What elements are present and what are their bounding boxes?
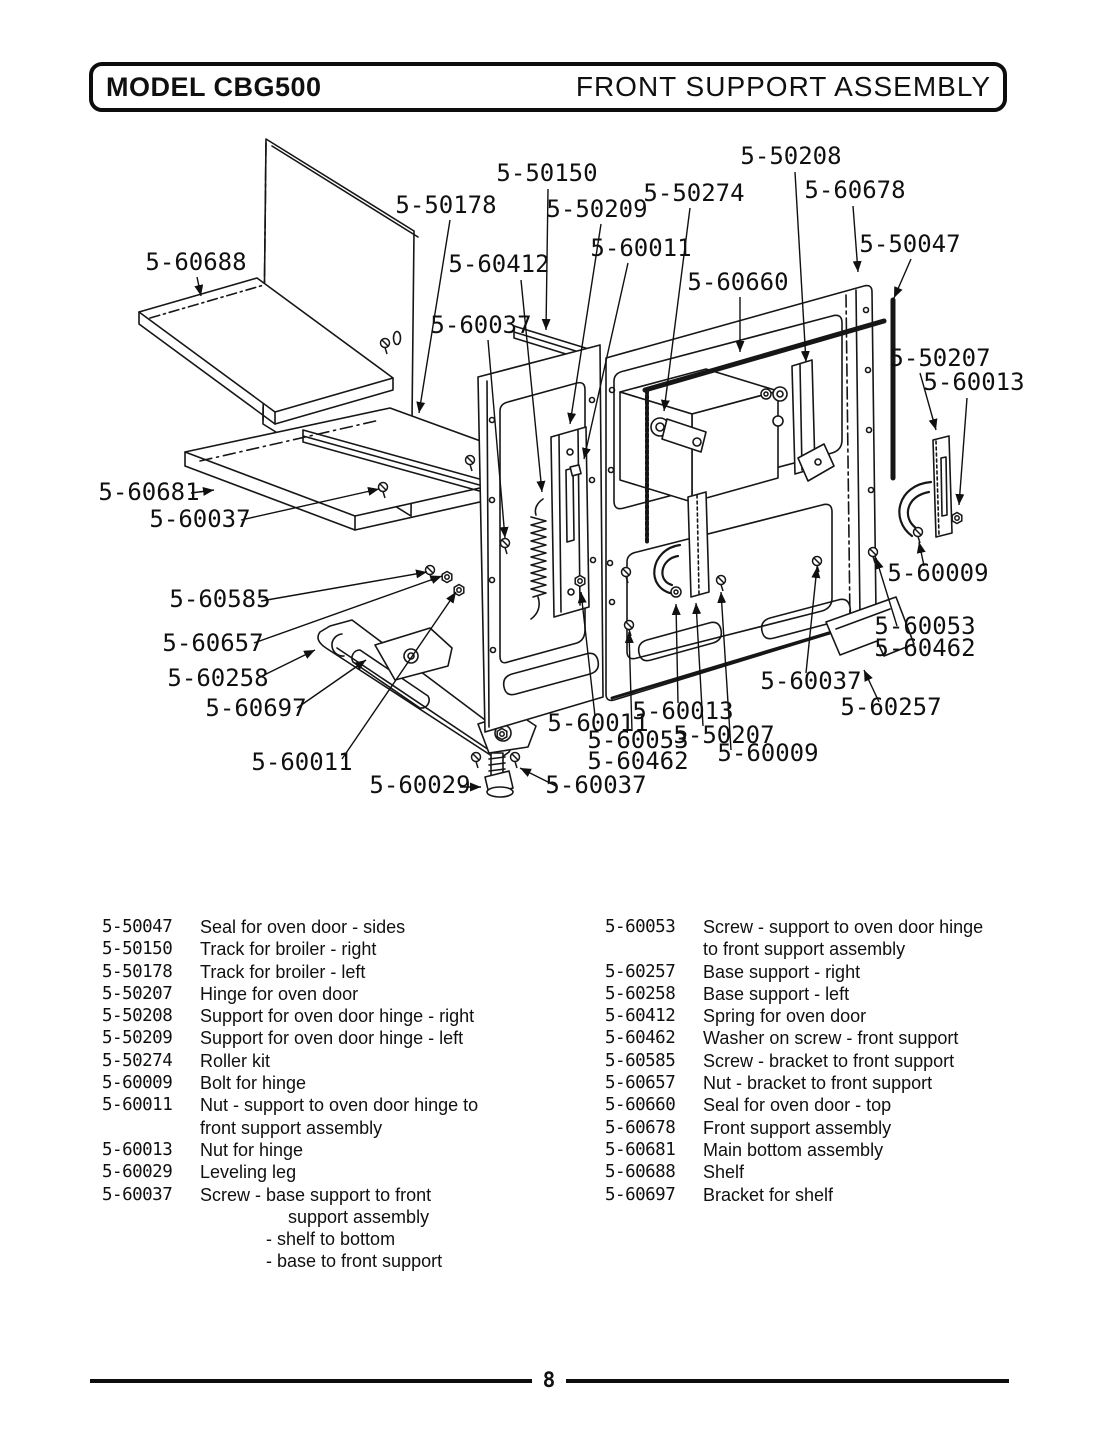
part-number-label: 5-60037 [760,667,862,695]
part-number: 5-60053 [605,917,676,937]
screw-glyph [472,753,481,769]
part-description: Nut for hinge [200,1139,304,1160]
model-label: MODEL CBG500 [106,71,322,102]
part-number: 5-60462 [605,1028,676,1049]
part-number-label: 5-60013 [923,368,1025,396]
part-number-label: 5-60053 [874,612,976,640]
part-row [605,1027,1045,1049]
screw-glyph [511,753,520,769]
part-number: 5-60585 [605,1050,676,1071]
part-description: Spring for oven door [703,1006,867,1027]
part-number: 5-60037 [102,1184,173,1205]
page-number: 8 [542,1368,556,1392]
part-row [102,1027,572,1049]
part-number-label: 5-60011 [590,234,692,262]
part-number-label: 5-50274 [643,179,745,207]
nut-glyph [454,585,464,596]
part-description: Leveling leg [200,1162,297,1183]
part-description: Seal for oven door - sides [200,917,406,937]
part-description: Nut - bracket to front support [703,1073,933,1094]
part-number-label: 5-60462 [874,634,976,662]
part-number-label: 5-60697 [205,694,307,722]
part-row [605,1072,1045,1094]
part-number-label: 5-60037 [149,505,251,533]
footer-rule-right [566,1379,1009,1383]
part-number: 5-60257 [605,961,676,982]
part-row [605,1161,1045,1183]
part-description: Support for oven door hinge - right [200,1006,475,1027]
part-number: 5-60660 [605,1095,676,1116]
part-description: Base support - right [703,961,861,982]
part-number-label: 5-60037 [430,311,532,339]
part-number: 5-60412 [605,1006,676,1027]
part-number-label: 5-60585 [169,585,271,613]
part-number: 5-60258 [605,983,676,1004]
part-number-label: 5-60009 [887,559,989,587]
washer-glyph [671,587,681,597]
part-number: 5-50208 [102,1006,173,1027]
part-description: Screw - support to oven door hinge to front support assembly [703,917,984,960]
part-number: 5-60011 [102,1095,173,1116]
part-number: 5-60697 [605,1184,676,1205]
leader-arrow [342,592,456,759]
hinge-support-left [551,427,589,617]
part-description: Roller kit [200,1050,271,1071]
nut-glyph [442,572,452,583]
part-row [605,961,1045,983]
part-number-label: 5-50207 [889,344,991,372]
part-number-label: 5-60009 [717,739,819,767]
part-row [102,961,572,983]
part-number-label: 5-60462 [587,747,689,775]
part-number-label: 5-60681 [98,478,200,506]
part-row [102,1005,572,1027]
part-number-label: 5-50150 [496,159,598,187]
part-row [102,1094,572,1139]
part-number-label: 5-60257 [840,693,942,721]
page-title: FRONT SUPPORT ASSEMBLY [575,71,991,102]
part-number-label: 5-60053 [587,726,689,754]
part-row [102,1050,572,1072]
leader-arrow [894,259,911,298]
part-description: Support for oven door hinge - left [200,1028,464,1049]
part-number: 5-50178 [102,961,173,982]
part-row [102,1139,572,1161]
washer-glyph [761,389,771,399]
part-number-label: 5-60011 [251,748,353,776]
nut-glyph [952,513,962,524]
leader-arrow [261,572,427,601]
part-number: 5-60688 [605,1162,676,1183]
part-description: Track for broiler - right [200,939,377,960]
part-number-label: 5-60678 [804,176,906,204]
part-row [102,1072,572,1094]
part-number: 5-50150 [102,939,173,960]
part-description: Shelf [703,1162,745,1183]
part-description: Bracket for shelf [703,1184,834,1205]
part-row [102,938,572,960]
part-row [605,1184,1045,1206]
part-row [605,1117,1045,1139]
part-number: 5-60678 [605,1117,676,1138]
leader-arrow [297,660,366,708]
footer-rule-left [90,1379,532,1383]
part-row [102,916,572,938]
part-number: 5-50207 [102,983,173,1004]
part-number-label: 5-60258 [167,664,269,692]
part-description: Bolt for hinge [200,1073,307,1094]
part-row [605,1094,1045,1116]
part-number: 5-60009 [102,1073,173,1094]
part-description: Nut - support to oven door hinge to front support assembly [200,1095,479,1138]
part-number: 5-50047 [102,917,173,937]
screw-glyph [914,528,923,544]
part-number-label: 5-60688 [145,248,247,276]
part-number: 5-60013 [102,1139,173,1160]
part-description: Washer on screw - front support [703,1028,959,1049]
part-number: 5-50209 [102,1028,173,1049]
part-number: 5-50274 [102,1050,173,1071]
leader-arrow [959,398,967,505]
nut-glyph [575,576,585,587]
leader-arrow [197,277,201,296]
parts-list-left-column [102,916,572,1273]
parts-list-right-column [605,916,1045,1206]
part-number-label: 5-60412 [448,250,550,278]
part-number: 5-60029 [102,1162,173,1183]
part-row [102,1161,572,1183]
part-number-label: 5-50047 [859,230,961,258]
part-row [605,1139,1045,1161]
part-number-label: 5-60013 [632,697,734,725]
part-number-label: 5-60037 [545,771,647,799]
part-row [605,983,1045,1005]
part-description: Base support - left [703,983,850,1004]
part-number-label: 5-60029 [369,771,471,799]
part-number-label: 5-60011 [547,709,649,737]
part-row [605,1050,1045,1072]
part-number: 5-60657 [605,1073,676,1094]
hinge-right [899,436,952,537]
leader-arrow [853,206,858,272]
part-description: Front support assembly [703,1117,892,1138]
part-number-label: 5-50209 [546,195,648,223]
nut-glyph [497,729,507,740]
part-description: Seal for oven door - top [703,1095,892,1116]
part-row [102,983,572,1005]
part-description: Screw - base support to front support assembly - shelf to bottom - base to front support [200,1184,443,1272]
part-number-label: 5-60660 [687,268,789,296]
part-description: Track for broiler - left [200,961,366,982]
part-number: 5-60681 [605,1139,676,1160]
part-number-label: 5-60657 [162,629,264,657]
part-number-label: 5-50208 [740,142,842,170]
part-description: Hinge for oven door [200,983,359,1004]
part-description: Screw - bracket to front support [703,1050,955,1071]
part-row [605,916,1045,961]
part-number-label: 5-50178 [395,191,497,219]
part-number-label: 5-50207 [673,721,775,749]
part-row [605,1005,1045,1027]
part-row [102,1184,572,1273]
part-description: Main bottom assembly [703,1139,884,1160]
